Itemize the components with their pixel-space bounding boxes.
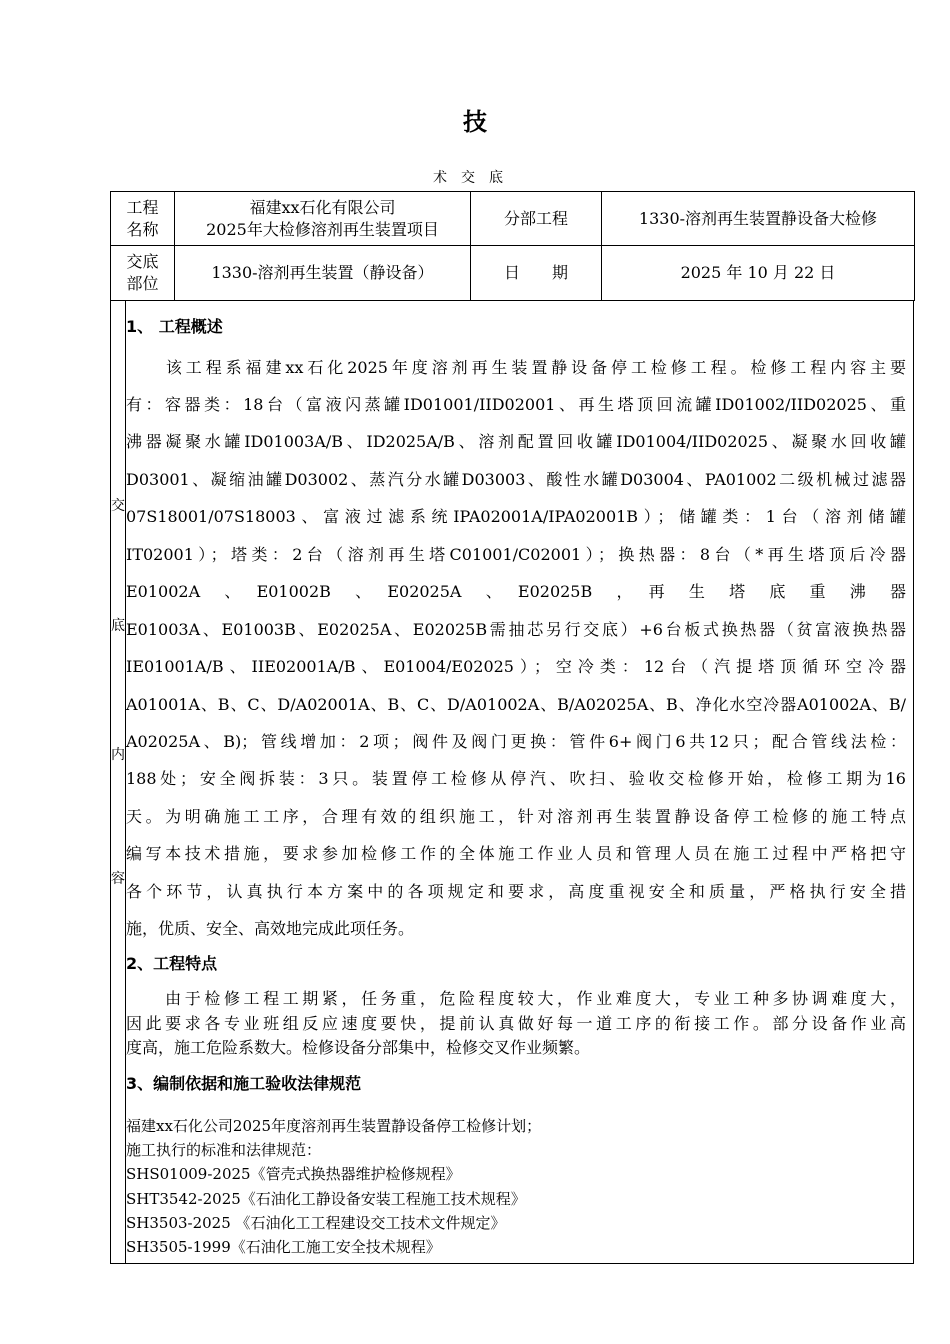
section2-heading: 2、工程特点 (126, 954, 218, 973)
section1-line: E01002A 、 E01002B 、 E02025A 、 E02025B ， 再 生 塔 底 重 沸 器 (126, 582, 906, 601)
sub-project-value: 1330-溶剂再生装置静设备大检修 (602, 192, 915, 246)
side-label (111, 301, 126, 1263)
section1-line: A01001A、B、C、D/A02001A、B、C、D/A01002A、B/A02025A、B、净化水空冷器A01002A、B/ (126, 695, 906, 714)
section1-line: 天。为明确施工工序，合理有效的组织施工，针对溶剂再生装置静设备停工检修的施工特点 (126, 807, 906, 826)
reference-line: 施工执行的标准和法律规范： (126, 1141, 322, 1159)
sub-project-label: 分部工程 (471, 192, 602, 246)
section1-line: 各个环节，认真执行本方案中的各项规定和要求，高度重视安全和质量，严格执行安全措 (126, 882, 906, 901)
section1-line: 07S18001/07S18003、富液过滤系统IPA02001A/IPA02001B）；储罐类：1台（溶剂储罐 (126, 507, 906, 526)
location-label: 交底 部位 (111, 246, 175, 301)
page-subtitle: 术交底 (433, 170, 517, 186)
project-name-value (175, 192, 471, 246)
reference-line: SHS01009-2025《管壳式换热器维护检修规程》 (126, 1165, 461, 1183)
side-char: 容 (111, 871, 125, 887)
reference-line: SHT3542-2025《石油化工静设备安装工程施工技术规程》 (126, 1190, 526, 1208)
project-name-line2: 2025年大检修溶剂再生装置项目 (206, 219, 439, 239)
section1-line: 该工程系福建xx石化2025年度溶剂再生装置静设备停工检修工程。检修工程内容主要 (126, 358, 906, 377)
project-name-label: 工程 名称 (111, 192, 175, 246)
section2-line: 度高，施工危险系数大。检修设备分部集中，检修交叉作业频繁。 (126, 1038, 591, 1057)
side-char: 底 (111, 618, 125, 634)
location-value: 1330-溶剂再生装置（静设备） (175, 246, 471, 301)
side-char: 内 (111, 747, 125, 763)
reference-line: 福建xx石化公司2025年度溶剂再生装置静设备停工检修计划； (126, 1117, 542, 1135)
date-value: 2025 年 10 月 22 日 (602, 246, 915, 301)
content-box (110, 301, 914, 1264)
section1-line: 编写本技术措施，要求参加检修工作的全体施工作业人员和管理人员在施工过程中严格把守 (126, 844, 906, 863)
section2-line: 因此要求各专业班组反应速度要快，提前认真做好每一道工序的衔接工作。部分设备作业高 (126, 1014, 906, 1033)
section1-heading: 1、 工程概述 (126, 317, 223, 336)
section2-line: 由于检修工程工期紧，任务重，危险程度较大，作业难度大，专业工种多协调难度大， (126, 989, 906, 1008)
page-title: 技 (463, 107, 487, 136)
section1-line: 施，优质、安全、高效地完成此项任务。 (126, 919, 415, 938)
section1-line: 188处；安全阀拆装：3只。装置停工检修从停汽、吹扫、验收交检修开始，检修工期为16 (126, 769, 906, 788)
section1-line: IE01001A/B、IIE02001A/B、E01004/E02025）；空冷类：12台（汽提塔顶循环空冷器 (126, 657, 906, 676)
side-char: 交 (111, 498, 125, 514)
reference-line: SH3503-2025 《石油化工工程建设交工技术文件规定》 (126, 1214, 506, 1232)
section1-line: A02025A、B)；管线增加：2项；阀件及阀门更换：管件6+阀门6共12只；配合管线法检： (126, 732, 906, 751)
section1-line: 有：容器类：18台（富液闪蒸罐ID01001/IID02001、再生塔顶回流罐ID01002/IID02025、重 (126, 395, 906, 414)
section1-line: IT02001）；塔类：2台（溶剂再生塔C01001/C02001）；换热器：8台（*再生塔顶后冷器 (126, 545, 906, 564)
date-label: 日 期 (471, 246, 602, 301)
section1-line: 沸器凝聚水罐ID01003A/B、ID2025A/B、溶剂配置回收罐ID01004/IID02025、凝聚水回收罐 (126, 432, 906, 451)
section3-heading: 3、编制依据和施工验收法律规范 (126, 1074, 362, 1093)
project-name-line1: 福建xx石化有限公司 (249, 197, 396, 217)
reference-line: SH3505-1999《石油化工施工安全技术规程》 (126, 1238, 441, 1256)
section1-line: D03001、凝缩油罐D03002、蒸汽分水罐D03003、酸性水罐D03004、PA01002二级机械过滤器 (126, 470, 906, 489)
header-table (110, 191, 915, 301)
section1-line: E01003A、E01003B、E02025A、E02025B需抽芯另行交底）+6台板式换热器（贫富液换热器 (126, 620, 906, 639)
